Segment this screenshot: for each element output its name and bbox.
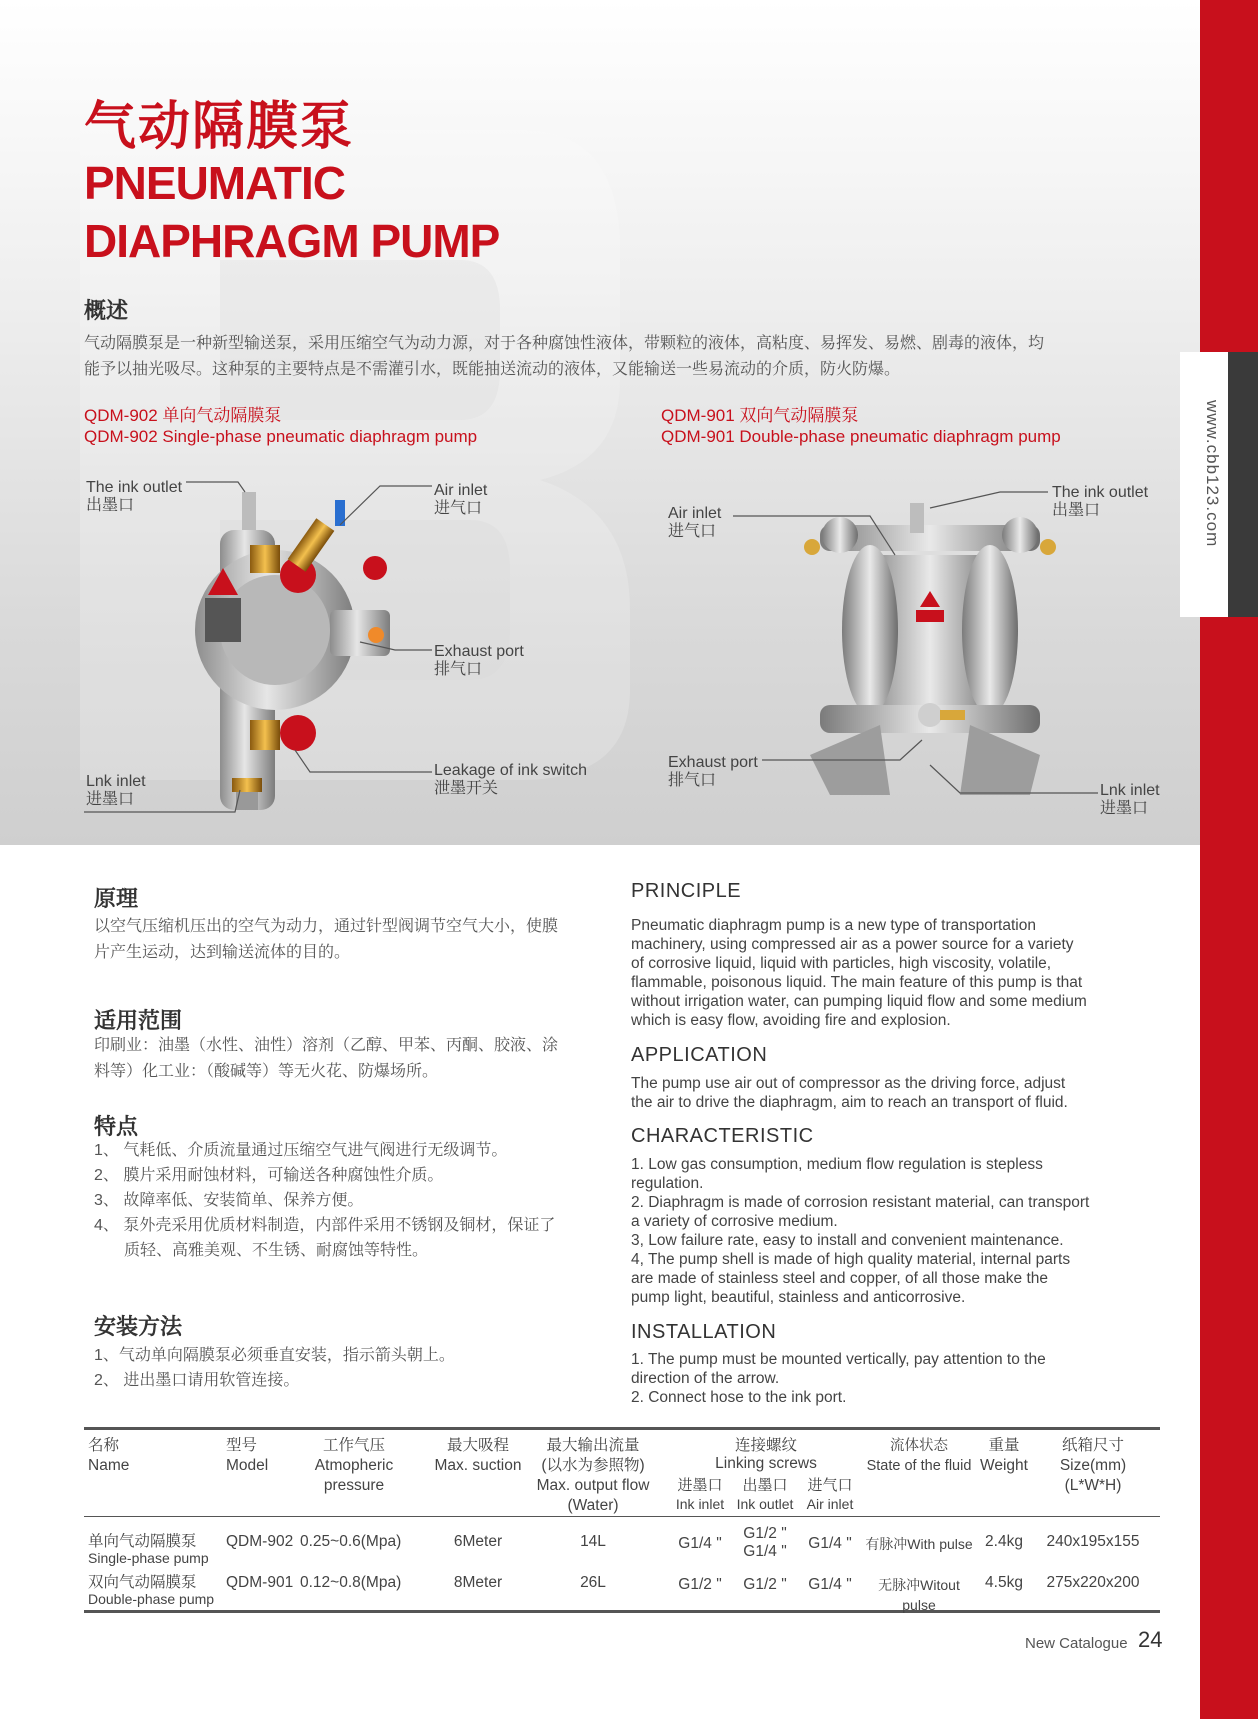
left-label-leakage-cn: 泄墨开关 — [434, 780, 499, 797]
right-label-ink-outlet-en: The ink outlet — [1052, 484, 1149, 501]
row2-weight: 4.5kg — [985, 1574, 1023, 1591]
row1-ink-in: G1/4 " — [678, 1535, 722, 1552]
installation-en-body — [631, 1350, 1131, 1407]
spec-table — [84, 1427, 1160, 1613]
th-size-cn: 纸箱尺寸 — [1061, 1437, 1124, 1454]
th-ink-out-en: Ink outlet — [736, 1496, 794, 1512]
right-product-title-en: QDM-901 Double-phase pneumatic diaphragm pump — [661, 427, 1061, 446]
row1-flow: 14L — [580, 1533, 606, 1550]
characteristic-en-heading: CHARACTERISTIC — [631, 1125, 814, 1147]
th-ink-in-cn: 进墨口 — [677, 1477, 723, 1494]
th-pressure-cn: 工作气压 — [322, 1437, 385, 1454]
th-weight-en: Weight — [980, 1457, 1028, 1474]
left-product-title-cn: QDM-902 单向气动隔膜泵 — [84, 406, 282, 425]
right-label-ink-outlet-cn: 出墨口 — [1052, 502, 1101, 519]
row1-fluid: 有脉冲With pulse — [865, 1536, 973, 1552]
right-label-air-inlet-cn: 进气口 — [668, 523, 717, 540]
characteristic-en-line: 2. Diaphragm is made of corrosion resistant material, can transport — [631, 1194, 1090, 1211]
characteristic-en-line: 1. Low gas consumption, medium flow regulation is stepless — [631, 1156, 1043, 1173]
th-flow-cn2: (以水为参照物) — [541, 1457, 645, 1474]
row1-ink-out1: G1/2 " — [743, 1525, 787, 1542]
th-flow-cn: 最大输出流量 — [546, 1437, 640, 1454]
principle-en-line: machinery, using compressed air as a power source for a variety — [631, 936, 1074, 953]
th-size-en1: Size(mm) — [1059, 1457, 1127, 1474]
left-label-air-inlet-cn: 进气口 — [434, 500, 483, 517]
characteristic-en-line: regulation. — [631, 1175, 704, 1192]
right-leader-lines — [0, 0, 1200, 845]
right-label-ink-inlet-en: Lnk inlet — [1100, 782, 1160, 799]
row2-flow: 26L — [580, 1574, 606, 1591]
row2-air-in: G1/4 " — [808, 1576, 852, 1593]
row1-name-cn: 单向气动隔膜泵 — [88, 1533, 197, 1550]
application-cn-line1: 印刷业：油墨（水性、油性）溶剂（乙醇、甲苯、丙酮、胶液、涂 — [94, 1037, 559, 1054]
th-pressure-en1: Atmopheric — [314, 1457, 394, 1474]
left-label-leakage-en: Leakage of ink switch — [434, 762, 587, 779]
left-label-air-inlet-en: Air inlet — [434, 482, 488, 499]
application-en-body — [631, 1074, 1131, 1112]
right-label-air-inlet-en: Air inlet — [668, 505, 722, 522]
install-cn-item1: 1、气动单向隔膜泵必须垂直安装，指示箭头朝上。 — [94, 1347, 455, 1364]
left-label-exhaust-cn: 排气口 — [434, 661, 483, 678]
th-screws-en: Linking screws — [715, 1455, 817, 1472]
dark-strip — [1228, 352, 1258, 617]
row1-suction: 6Meter — [453, 1533, 503, 1550]
row1-size: 240x195x155 — [1046, 1533, 1140, 1550]
application-en-line: the air to drive the diaphragm, aim to reach an transport of fluid. — [631, 1094, 1068, 1111]
row2-model: QDM-901 — [226, 1574, 294, 1591]
th-model-cn: 型号 — [226, 1437, 258, 1454]
row1-air-in: G1/4 " — [808, 1535, 852, 1552]
installation-en-heading: INSTALLATION — [631, 1321, 777, 1343]
row2-name-en: Double-phase pump — [88, 1591, 215, 1607]
installation-en-line: 2. Connect hose to the ink port. — [631, 1389, 847, 1406]
features-cn-heading: 特点 — [94, 1114, 139, 1139]
principle-cn-heading: 原理 — [94, 886, 139, 911]
th-name-cn: 名称 — [88, 1437, 120, 1454]
th-ink-out-cn: 出墨口 — [742, 1477, 788, 1494]
th-size-en2: (L*W*H) — [1064, 1477, 1122, 1494]
th-name-en: Name — [88, 1457, 130, 1474]
row2-suction: 8Meter — [453, 1574, 503, 1591]
features-cn-item1: 1、 气耗低、介质流量通过压缩空气进气阀进行无级调节。 — [94, 1142, 508, 1159]
left-label-exhaust-en: Exhaust port — [434, 643, 524, 660]
row1-weight: 2.4kg — [985, 1533, 1023, 1550]
row1-pressure: 0.25~0.6(Mpa) — [300, 1533, 402, 1550]
application-cn-heading: 适用范围 — [94, 1008, 183, 1033]
th-fluid-cn: 流体状态 — [890, 1438, 948, 1454]
characteristic-en-body — [631, 1155, 1131, 1307]
th-suction-en: Max. suction — [434, 1457, 522, 1474]
install-cn-heading: 安装方法 — [94, 1314, 183, 1339]
installation-en-line: 1. The pump must be mounted vertically, pay attention to the — [631, 1351, 1046, 1368]
left-label-ink-inlet-en: Lnk inlet — [86, 773, 146, 790]
th-flow-en1: Max. output flow — [536, 1477, 650, 1494]
principle-en-heading: PRINCIPLE — [631, 880, 742, 902]
overview-heading: 概述 — [84, 298, 129, 323]
side-red-bar — [1200, 0, 1258, 1719]
row2-pressure: 0.12~0.8(Mpa) — [300, 1574, 402, 1591]
characteristic-en-line: 3, Low failure rate, easy to install and convenient maintenance. — [631, 1232, 1064, 1249]
row2-name-cn: 双向气动隔膜泵 — [88, 1574, 197, 1591]
features-cn-item3: 3、 故障率低、安装简单、保养方便。 — [94, 1192, 364, 1209]
application-cn-line2: 料等）化工业：（酸碱等）等无火花、防爆场所。 — [94, 1063, 439, 1080]
title-en-line2: DIAPHRAGM PUMP — [84, 215, 500, 267]
principle-en-line: of corrosive liquid, liquid with particles, high viscosity, volatile, — [631, 955, 1052, 972]
th-pressure-en2: pressure — [323, 1477, 385, 1494]
right-label-ink-inlet-cn: 进墨口 — [1100, 800, 1149, 817]
row2-ink-in: G1/2 " — [678, 1576, 722, 1593]
left-label-ink-inlet-cn: 进墨口 — [86, 791, 135, 808]
application-en-heading: APPLICATION — [631, 1044, 768, 1066]
principle-en-line: without irrigation water, can pumping liquid flow and some medium — [631, 993, 1087, 1010]
right-label-exhaust-cn: 排气口 — [668, 772, 717, 789]
principle-en-line: Pneumatic diaphragm pump is a new type of transportation — [631, 917, 1036, 934]
principle-en-body — [631, 916, 1131, 1030]
characteristic-en-line: a variety of corrosive medium. — [631, 1213, 838, 1230]
left-label-ink-outlet-en: The ink outlet — [86, 479, 183, 496]
right-product-title-cn: QDM-901 双向气动隔膜泵 — [661, 406, 859, 425]
install-cn-item2: 2、 进出墨口请用软管连接。 — [94, 1372, 300, 1389]
th-suction-cn: 最大吸程 — [446, 1437, 509, 1454]
row1-ink-out2: G1/4 " — [743, 1543, 787, 1560]
title-en-line1: PNEUMATIC — [84, 157, 346, 209]
overview-line2: 能予以抽光吸尽。这种泵的主要特点是不需灌引水，既能抽送流动的液体，又能输送一些易流动的介质，防火防爆。 — [84, 361, 901, 378]
footer-label: New Catalogue — [1025, 1635, 1128, 1652]
characteristic-en-line: 4, The pump shell is made of high quality material, internal parts — [631, 1251, 1071, 1268]
th-screws-cn: 连接螺纹 — [734, 1437, 797, 1454]
left-product-title-en: QDM-902 Single-phase pneumatic diaphragm pump — [84, 427, 478, 446]
installation-en-line: direction of the arrow. — [631, 1370, 780, 1387]
principle-en-line: flammable, poisonous liquid. The main feature of this pump is that — [631, 974, 1083, 991]
table-header-divider — [84, 1516, 1160, 1517]
row1-name-en: Single-phase pump — [88, 1550, 209, 1566]
principle-cn-line2: 片产生运动，达到输送流体的目的。 — [94, 944, 351, 961]
left-label-ink-outlet-cn: 出墨口 — [86, 497, 135, 514]
features-cn-item4-cont: 质轻、高雅美观、不生锈、耐腐蚀等特性。 — [124, 1242, 429, 1259]
th-weight-cn: 重量 — [988, 1437, 1020, 1454]
features-cn-item2: 2、 膜片采用耐蚀材料，可输送各种腐蚀性介质。 — [94, 1167, 444, 1184]
overview-line1: 气动隔膜泵是一种新型输送泵，采用压缩空气为动力源，对于各种腐蚀性液体，带颗粒的液体，高粘度、易挥发、易燃、剧毒的液体，均 — [84, 335, 1045, 352]
application-en-line: The pump use air out of compressor as the driving force, adjust — [631, 1075, 1066, 1092]
row2-fluid: 无脉冲Witout pulse — [878, 1577, 960, 1613]
th-flow-en2: (Water) — [567, 1497, 619, 1514]
th-ink-in-en: Ink inlet — [675, 1496, 725, 1512]
title-cn: 气动隔膜泵 — [84, 98, 355, 156]
principle-en-line: which is easy flow, avoiding fire and explosion. — [631, 1012, 951, 1029]
characteristic-en-line: pump light, beautiful, stainless and anticorrosive. — [631, 1289, 966, 1306]
principle-cn-line1: 以空气压缩机压出的空气为动力，通过针型阀调节空气大小，使膜 — [94, 918, 559, 935]
row2-ink-out1: G1/2 " — [743, 1576, 787, 1593]
th-air-in-en: Air inlet — [806, 1496, 854, 1512]
row1-model: QDM-902 — [226, 1533, 294, 1550]
characteristic-en-line: are made of stainless steel and copper, of all those make the — [631, 1270, 1049, 1287]
th-air-in-cn: 进气口 — [807, 1477, 853, 1494]
th-model-en: Model — [226, 1457, 269, 1474]
th-fluid-en: State of the fluid — [866, 1458, 972, 1474]
features-cn-item4: 4、 泵外壳采用优质材料制造，内部件采用不锈钢及铜材，保证了 — [94, 1217, 556, 1234]
website-url[interactable]: www.cbb123.com — [1203, 400, 1222, 548]
page-number: 24 — [1138, 1627, 1163, 1652]
row2-size: 275x220x200 — [1046, 1574, 1140, 1591]
right-label-exhaust-en: Exhaust port — [668, 754, 758, 771]
